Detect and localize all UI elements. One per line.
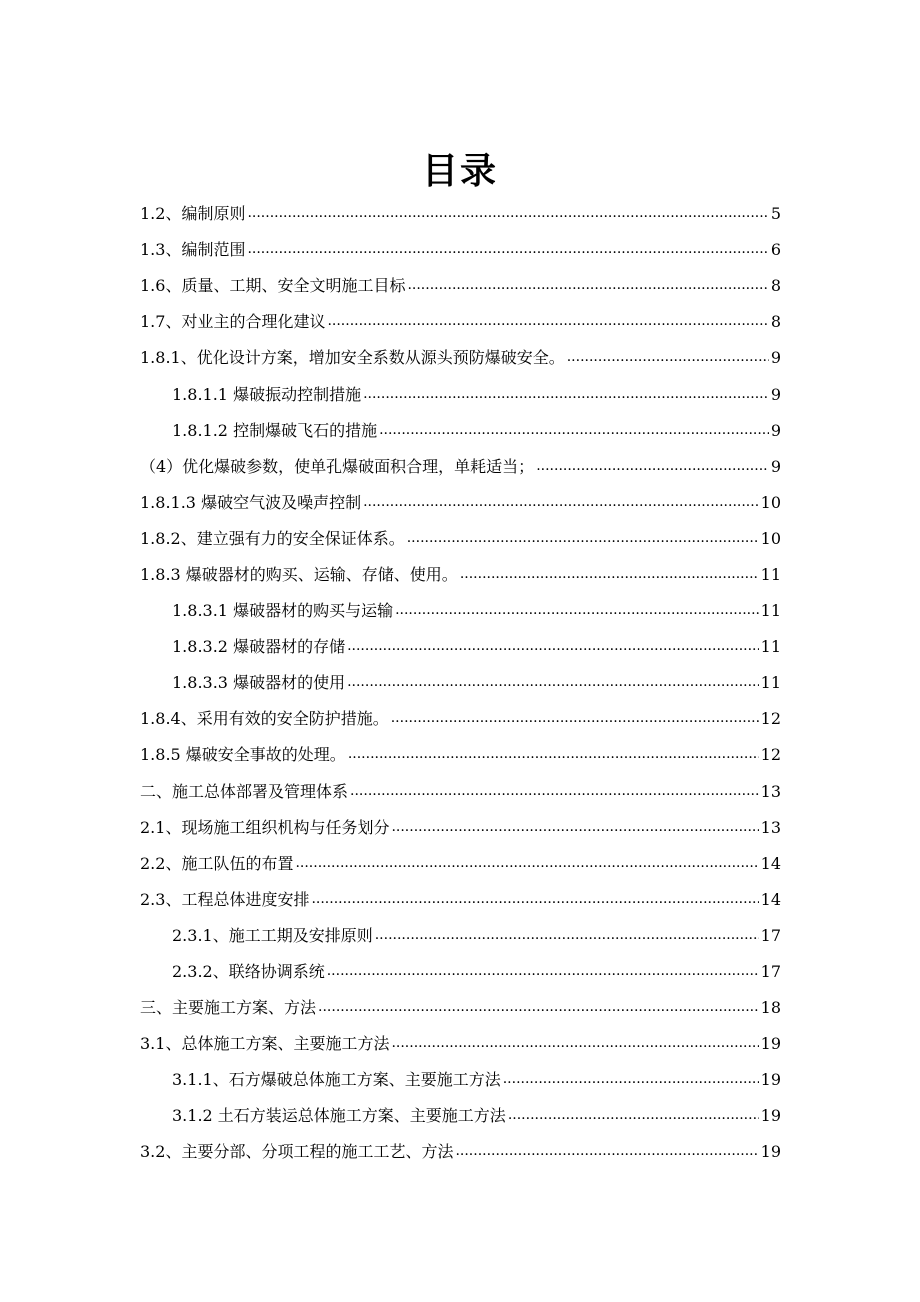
toc-leader-dots xyxy=(327,310,768,330)
toc-entry[interactable] xyxy=(140,774,781,810)
toc-leader-dots xyxy=(295,852,758,872)
toc-leader-dots xyxy=(363,383,769,403)
toc-entry-text: 2.3.1、施工工期及安排原则 xyxy=(172,925,373,945)
toc-entry-text: 1.8.3 爆破器材的购买、运输、存储、使用。 xyxy=(140,564,458,584)
toc-page-number: 11 xyxy=(760,673,781,693)
toc-page-number: 14 xyxy=(760,889,781,909)
toc-page-number: 9 xyxy=(770,384,781,404)
toc-leader-dots xyxy=(363,491,759,511)
toc-entry-text: 2.1、现场施工组织机构与任务划分 xyxy=(140,817,390,837)
toc-entry[interactable] xyxy=(140,268,781,304)
toc-leader-dots xyxy=(327,960,759,980)
toc-leader-dots xyxy=(311,888,758,908)
toc-entry-text: 二、施工总体部署及管理体系 xyxy=(140,781,349,801)
toc-page-number: 5 xyxy=(770,204,781,224)
toc-page-number: 17 xyxy=(760,925,781,945)
toc-entry[interactable] xyxy=(140,1098,781,1134)
toc-leader-dots xyxy=(567,346,769,366)
toc-entry[interactable] xyxy=(140,665,781,701)
toc-entry[interactable] xyxy=(140,737,781,773)
toc-entry[interactable] xyxy=(140,918,781,954)
toc-entry-text: 1.8.3.3 爆破器材的使用 xyxy=(172,673,346,693)
toc-leader-dots xyxy=(379,419,769,439)
toc-entry[interactable] xyxy=(140,413,781,449)
page-title: 目录 xyxy=(421,151,498,192)
toc-entry[interactable] xyxy=(140,557,781,593)
toc-leader-dots xyxy=(536,455,769,475)
toc-entry-text: 3.1.2 土石方装运总体施工方案、主要施工方法 xyxy=(172,1106,506,1126)
toc-page-number: 6 xyxy=(770,240,781,260)
toc-page-number: 8 xyxy=(770,276,781,296)
toc-entry-text: 1.8.1、优化设计方案，增加安全系数从源头预防爆破安全。 xyxy=(140,348,565,368)
toc-entry[interactable] xyxy=(140,846,781,882)
toc-entry-text: 1.8.2、建立强有力的安全保证体系。 xyxy=(140,528,405,548)
toc-entry-text: 1.8.5 爆破安全事故的处理。 xyxy=(140,745,346,765)
toc-entry-text: 1.3、编制范围 xyxy=(140,240,246,260)
toc-leader-dots xyxy=(247,202,768,222)
toc-leader-dots xyxy=(407,274,768,294)
toc-entry[interactable] xyxy=(140,1026,781,1062)
toc-entry[interactable] xyxy=(140,521,781,557)
toc-page-number: 19 xyxy=(760,1070,781,1090)
toc-entry[interactable] xyxy=(140,376,781,412)
toc-page-number: 12 xyxy=(760,745,781,765)
toc-page-number: 9 xyxy=(770,456,781,476)
toc-leader-dots xyxy=(508,1104,759,1124)
toc-leader-dots xyxy=(247,238,768,258)
toc-entry-text: 2.3.2、联络协调系统 xyxy=(172,962,325,982)
toc-entry[interactable] xyxy=(140,485,781,521)
toc-entry[interactable] xyxy=(140,196,781,232)
toc-leader-dots xyxy=(391,816,758,836)
toc-leader-dots xyxy=(347,671,759,691)
toc-entry-text: 3.1.1、石方爆破总体施工方案、主要施工方法 xyxy=(172,1070,501,1090)
toc-entry[interactable] xyxy=(140,232,781,268)
toc-entry[interactable] xyxy=(140,1062,781,1098)
toc-leader-dots xyxy=(347,635,759,655)
toc-entry[interactable] xyxy=(140,593,781,629)
toc-entry[interactable] xyxy=(140,990,781,1026)
toc-entry-text: 1.8.1.1 爆破振动控制措施 xyxy=(172,384,362,404)
toc-entry-text: 三、主要施工方案、方法 xyxy=(140,998,317,1018)
toc-leader-dots xyxy=(503,1068,759,1088)
toc-entry-text: 2.2、施工队伍的布置 xyxy=(140,853,294,873)
toc-page-number: 14 xyxy=(760,853,781,873)
toc-page-number: 9 xyxy=(770,420,781,440)
toc-page-number: 19 xyxy=(760,1106,781,1126)
toc-page-number: 19 xyxy=(760,1034,781,1054)
toc-page-number: 10 xyxy=(760,492,781,512)
toc-page-number: 17 xyxy=(760,962,781,982)
toc-entry[interactable] xyxy=(140,629,781,665)
toc-leader-dots xyxy=(395,599,759,619)
toc-entry[interactable] xyxy=(140,449,781,485)
toc-page-number: 11 xyxy=(760,564,781,584)
toc-entry-text: （4）优化爆破参数，使单孔爆破面积合理，单耗适当； xyxy=(140,456,535,476)
toc-page-number: 8 xyxy=(770,312,781,332)
toc-leader-dots xyxy=(375,924,759,944)
toc-entry[interactable] xyxy=(140,304,781,340)
toc-page-number: 12 xyxy=(760,709,781,729)
toc-page-number: 9 xyxy=(770,348,781,368)
toc-entry-text: 1.6、质量、工期、安全文明施工目标 xyxy=(140,276,406,296)
toc-page-number: 11 xyxy=(760,637,781,657)
toc-entry[interactable] xyxy=(140,954,781,990)
toc-entry-text: 1.8.3.1 爆破器材的购买与运输 xyxy=(172,601,394,621)
toc-leader-dots xyxy=(391,1032,758,1052)
toc-entry-text: 1.8.1.2 控制爆破飞石的措施 xyxy=(172,420,378,440)
toc-entry[interactable] xyxy=(140,340,781,376)
toc-page-number: 11 xyxy=(760,601,781,621)
table-of-contents xyxy=(140,196,781,1171)
toc-entry-text: 1.8.1.3 爆破空气波及噪声控制 xyxy=(140,492,362,512)
toc-page-number: 13 xyxy=(760,817,781,837)
toc-page-number: 10 xyxy=(760,528,781,548)
toc-leader-dots xyxy=(348,743,759,763)
toc-leader-dots xyxy=(318,996,759,1016)
toc-entry-text: 1.8.4、采用有效的安全防护措施。 xyxy=(140,709,389,729)
toc-leader-dots xyxy=(407,527,759,547)
toc-page-number: 18 xyxy=(760,998,781,1018)
toc-entry[interactable] xyxy=(140,1134,781,1170)
toc-entry-text: 1.7、对业主的合理化建议 xyxy=(140,312,326,332)
toc-entry-text: 3.2、主要分部、分项工程的施工工艺、方法 xyxy=(140,1142,454,1162)
toc-leader-dots xyxy=(350,780,759,800)
toc-entry-text: 3.1、总体施工方案、主要施工方法 xyxy=(140,1034,390,1054)
toc-page-number: 19 xyxy=(760,1142,781,1162)
toc-page-number: 13 xyxy=(760,781,781,801)
toc-entry[interactable] xyxy=(140,701,781,737)
toc-entry-text: 2.3、工程总体进度安排 xyxy=(140,889,310,909)
toc-entry-text: 1.2、编制原则 xyxy=(140,204,246,224)
toc-leader-dots xyxy=(391,707,759,727)
toc-leader-dots xyxy=(460,563,759,583)
toc-entry-text: 1.8.3.2 爆破器材的存储 xyxy=(172,637,346,657)
toc-entry[interactable] xyxy=(140,810,781,846)
toc-entry[interactable] xyxy=(140,882,781,918)
toc-leader-dots xyxy=(455,1140,758,1160)
